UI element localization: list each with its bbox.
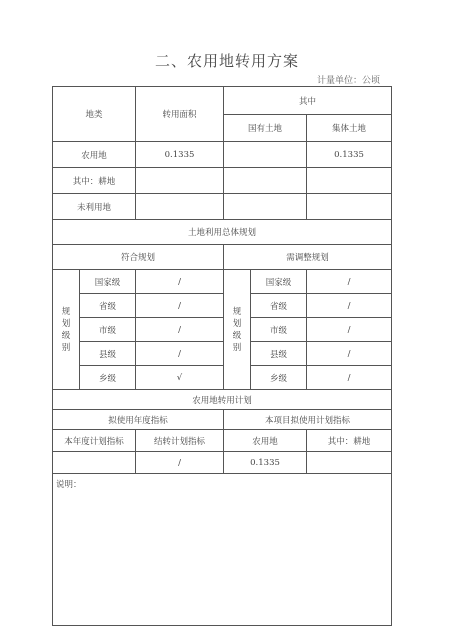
conforms-plan-header: 符合规划 [53,245,224,270]
header-land-type: 地类 [53,87,136,142]
conversion-values-row [53,452,392,474]
state-cell [224,194,307,220]
level-row [53,318,392,342]
level-name: 市级 [251,318,307,342]
level-name: 乡级 [251,366,307,390]
level-value: / [307,366,392,390]
proposed-indicator-header: 拟使用年度指标 [53,410,224,430]
col-cultivated-header: 其中：耕地 [307,430,392,452]
level-name: 国家级 [251,270,307,294]
level-name: 市级 [80,318,136,342]
header-collective: 集体土地 [307,115,392,142]
level-value: / [307,318,392,342]
cultivated-value [307,452,392,474]
project-indicator-header: 本项目拟使用计划指标 [224,410,392,430]
level-value: / [136,270,224,294]
header-of-which: 其中 [224,87,392,115]
agricultural-value: 0.1335 [224,452,307,474]
plan-level-label-left: 规 划 级 别 [53,270,80,390]
level-name: 乡级 [80,366,136,390]
needs-adjust-header: 需调整规划 [224,245,392,270]
level-name: 县级 [80,342,136,366]
row-label: 其中：耕地 [53,168,136,194]
level-value: √ [136,366,224,390]
carryover-value: / [136,452,224,474]
level-name: 省级 [80,294,136,318]
plan-level-label-right: 规 划 级 别 [224,270,251,390]
level-row [53,342,392,366]
row-agricultural [53,142,392,168]
row-label: 农用地 [53,142,136,168]
note-label: 说明： [56,480,82,490]
plan-section-title: 土地利用总体规划 [53,220,392,245]
level-row [53,294,392,318]
col-agricultural-header: 农用地 [224,430,307,452]
collective-cell [307,168,392,194]
page-title: 二、农用地转用方案 [154,52,299,70]
row-label: 未利用地 [53,194,136,220]
level-value: / [136,318,224,342]
level-row [53,366,392,390]
conversion-plan-title: 农用地转用计划 [53,390,392,410]
unit-label: 计量单位：公顷 [316,76,380,86]
area-cell: 0.1335 [136,142,224,168]
annual-value [53,452,136,474]
level-name: 县级 [251,342,307,366]
level-value: / [307,270,392,294]
row-unused [53,194,392,220]
note-cell [53,474,392,626]
col-annual-header: 本年度计划指标 [53,430,136,452]
level-name: 省级 [251,294,307,318]
area-cell [136,168,224,194]
level-value: / [136,294,224,318]
area-cell [136,194,224,220]
land-conversion-table [52,86,392,626]
state-cell [224,142,307,168]
header-converted-area: 转用面积 [136,87,224,142]
header-state-owned: 国有土地 [224,115,307,142]
level-row [53,270,392,294]
level-name: 国家级 [80,270,136,294]
row-cultivated [53,168,392,194]
collective-cell [307,194,392,220]
col-carryover-header: 结转计划指标 [136,430,224,452]
level-value: / [307,294,392,318]
state-cell [224,168,307,194]
collective-cell: 0.1335 [307,142,392,168]
level-value: / [307,342,392,366]
level-value: / [136,342,224,366]
